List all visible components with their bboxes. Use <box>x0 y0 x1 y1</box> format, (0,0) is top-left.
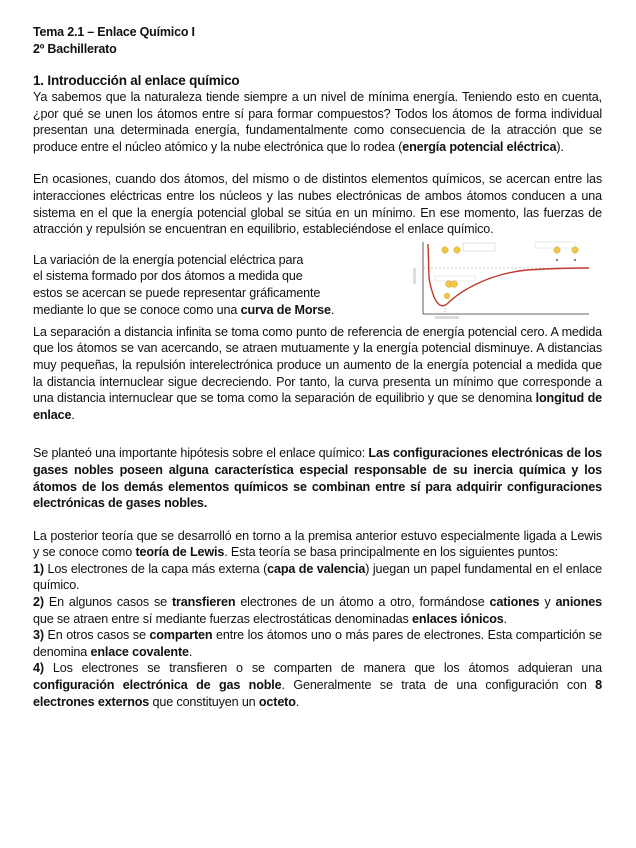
atom-icon <box>451 280 458 287</box>
morse-curve-chart <box>407 238 595 320</box>
axis-label-mark <box>413 268 416 284</box>
morse-curve-figure <box>407 238 595 320</box>
lewis-point-1: 1) Los electrones de la capa más externa (capa de valencia) juegan un papel fundamental en el enlace químico. <box>33 561 602 593</box>
lewis-point-3: 3) En otros casos se comparten entre los átomos uno o más pares de electrones. Esta compartición se denomina enlace covalente. <box>33 628 602 659</box>
annotation-box <box>535 242 575 248</box>
document-page <box>33 24 602 710</box>
axis-label-mark <box>435 316 459 319</box>
atom-icon <box>444 293 450 299</box>
paragraph-equilibrium: En ocasiones, cuando dos átomos, del mismo o de distintos elementos químicos, se acercan entre las interacciones eléctricas entre los núcleos y las nubes electrónicas de ambos átomos conducen a una sistema en el que la energía potencial global se sitúa en un mínimo. En ese momento, las fuerzas de atracción y repulsión se encuentran en equilibrio, estableciéndose el enlace químico. <box>33 172 602 237</box>
atom-icon <box>554 247 560 253</box>
lewis-point-4: 4) Los electrones se transfieren o se comparten de manera que los átomos adquieran una configuración electrónica de gas noble. Generalmente se trata de una configuración con 8 electrones externos que constituyen un octeto. <box>33 661 602 709</box>
paragraph-intro: Ya sabemos que la naturaleza tiende siempre a un nivel de mínima energía. Teniendo esto en cuenta, ¿por qué se unen los átomos entre sí para formar compuestos? Todos los átomos de forma individual presentan una determinada energía, fundamentalmente como consecuencia de la atracción que se produce entre el núcleo atómico y la nube electrónica que lo rodea (energía potencial eléctrica). <box>33 90 602 154</box>
annotation-box <box>435 276 475 281</box>
repulsion-branch <box>428 244 429 278</box>
atom-icon <box>442 247 448 253</box>
paragraph-noble-gas-hypothesis: Se planteó una importante hipótesis sobre el enlace químico: Las configuraciones electrónicas de los gases nobles poseen alguna característica especial responsable de su inercia química y los átomos de los demás elementos químicos se combinan entre sí para adquirir configuraciones electrónicas de gases nobles. <box>33 446 602 511</box>
atom-label-dot <box>574 259 576 261</box>
section-heading: 1. Introducción al enlace químico <box>33 73 240 88</box>
paragraph-bond-length: La separación a distancia infinita se toma como punto de referencia de energía potencial cero. A medida que los átomos se van acercando, se atraen mutuamente y la energía potencial disminuye. A distancias muy pequeñas, la repulsión interelectrónica produce un aumento de la energía potencial a medida que la distancia internuclear sigue decreciendo. Por tanto, la curva presenta un mínimo que corresponde a una distancia internuclear que se toma como la separación de equilibrio y que se denomina longitud de enlace. <box>33 324 602 422</box>
doc-course: 2º Bachillerato <box>33 42 117 56</box>
morse-block <box>33 238 602 320</box>
lewis-point-2: 2) En algunos casos se transfieren electrones de un átomo a otro, formándose cationes y aniones que se atraen entre sí mediante fuerzas electrostáticas denominadas enlaces iónicos. <box>33 595 602 626</box>
paragraph-morse: La variación de la energía potencial eléctrica para el sistema formado por dos átomos a medida que estos se acercan se puede representar gráficamente mediante lo que se conoce como una curva de Morse. <box>33 252 335 317</box>
atom-icon <box>454 247 460 253</box>
atom-label-dot <box>556 259 558 261</box>
annotation-box <box>463 243 495 251</box>
doc-title: Tema 2.1 – Enlace Químico I <box>33 25 195 39</box>
paragraph-lewis-theory: La posterior teoría que se desarrolló en torno a la premisa anterior estuvo especialmente ligada a Lewis y se conoce como teoría de Lewis. Esta teoría se basa principalmente en los siguientes puntos: <box>33 528 602 560</box>
